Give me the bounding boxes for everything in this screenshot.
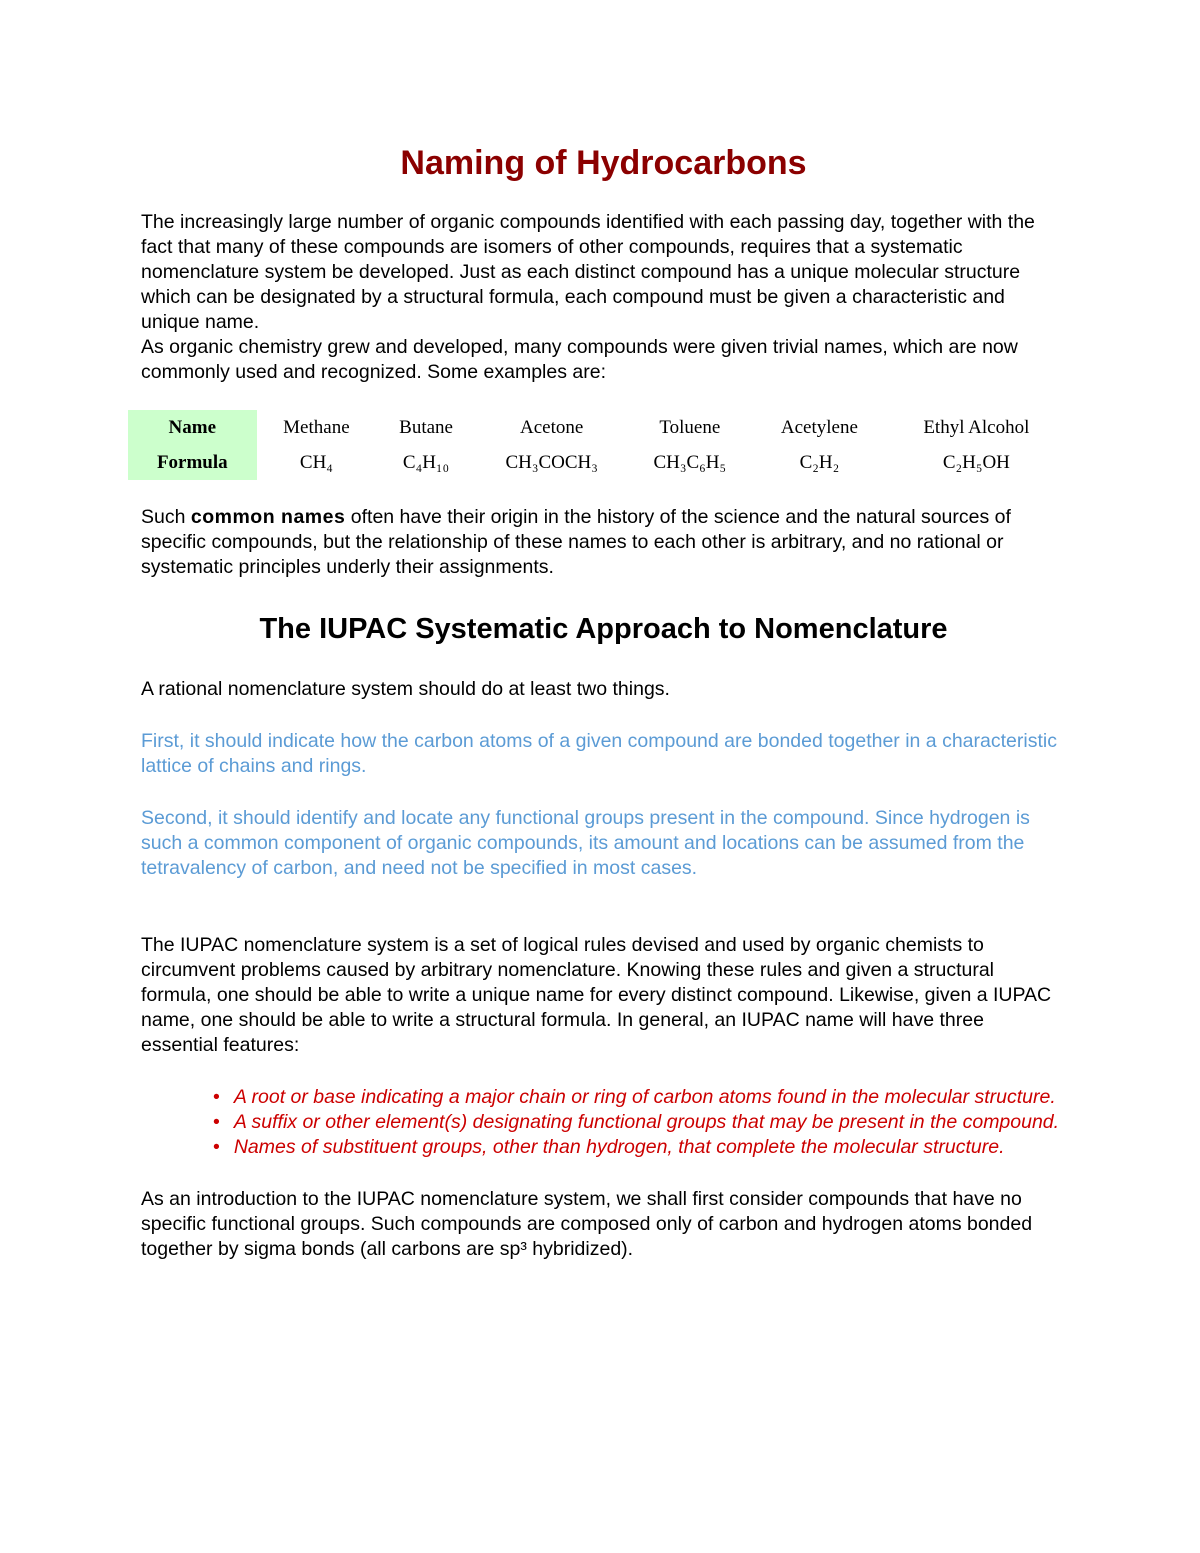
section-heading: The IUPAC Systematic Approach to Nomenclature <box>259 613 948 645</box>
name-cell: Toluene <box>659 416 721 438</box>
trivial-names-paragraph: As organic chemistry grew and developed, many compounds were given trivial names, which are now commonly used and recognized. Some examples are: <box>141 336 1018 383</box>
common-names-rest: often have their origin in the history of the science and the natural sources of specific compounds, but the relationship of these names to each other is arbitrary, and no rational or systematic principles underly their assignments. <box>141 506 1011 578</box>
page-title: Naming of Hydrocarbons <box>400 144 807 182</box>
features-list <box>141 1085 1066 1160</box>
feature-item <box>213 1085 1066 1110</box>
feature-item <box>213 1110 1066 1135</box>
feature-item <box>213 1135 1066 1160</box>
name-cell: Ethyl Alcohol <box>923 416 1030 438</box>
common-names-paragraph <box>141 505 1066 580</box>
formula-cell: C₄H₁₀ <box>402 451 450 473</box>
examples-table <box>128 410 1066 480</box>
document-body <box>141 138 1066 1262</box>
common-names-lead: Such <box>141 506 191 528</box>
formula-cell: CH₃C₆H₅ <box>653 451 727 473</box>
name-header-cell: Name <box>128 410 257 445</box>
bullet-icon: • <box>213 1136 220 1158</box>
rational-intro-paragraph: A rational nomenclature system should do at least two things. <box>141 678 670 700</box>
names-row <box>128 410 1066 445</box>
closing-paragraph: As an introduction to the IUPAC nomenclature system, we shall first consider compounds that have no specific functional groups. Such compounds are composed only of carbon and hydrogen atoms bonded together by sigma bonds (all carbons are sp³ hybridized). <box>141 1188 1033 1260</box>
first-point-paragraph: First, it should indicate how the carbon atoms of a given compound are bonded together in a characteristic lattice of chains and rings. <box>141 730 1057 777</box>
formula-cell: C₂H₅OH <box>942 451 1010 473</box>
intro-paragraph: The increasingly large number of organic compounds identified with each passing day, together with the fact that many of these compounds are isomers of other compounds, requires that a systematic nomenclature system be developed. Just as each distinct compound has a unique molecular structure which can be designated by a structural formula, each compound must be given a characteristic and unique name. <box>141 211 1035 333</box>
second-point-paragraph: Second, it should identify and locate any functional groups present in the compound. Since hydrogen is such a common component of organic compounds, its amount and locations can be assumed from the tetravalency of carbon, and need not be specified in most cases. <box>141 807 1030 879</box>
formulas-row <box>128 445 1066 480</box>
formula-cell: C₂H₂ <box>799 451 840 473</box>
formula-header-cell: Formula <box>128 445 257 480</box>
name-cell: Methane <box>283 416 350 438</box>
feature-text: A suffix or other element(s) designating functional groups that may be present in the compound. <box>233 1111 1060 1133</box>
bullet-icon: • <box>213 1086 220 1108</box>
common-names-bold: common names <box>190 506 346 528</box>
name-cell: Acetylene <box>780 416 858 438</box>
feature-text: A root or base indicating a major chain or ring of carbon atoms found in the molecular structure. <box>233 1086 1056 1108</box>
name-cell: Butane <box>399 416 453 438</box>
name-cell: Acetone <box>520 416 584 438</box>
formula-cell: CH₃COCH₃ <box>505 451 598 473</box>
feature-text: Names of substituent groups, other than hydrogen, that complete the molecular structure. <box>233 1136 1005 1158</box>
iupac-description-paragraph: The IUPAC nomenclature system is a set of logical rules devised and used by organic chemists to circumvent problems caused by arbitrary nomenclature. Knowing these rules and given a structural formula, one should be able to write a unique name for every distinct compound. Likewise, given a IUPAC name, one should be able to write a structural formula. In general, an IUPAC name will have three essential features: <box>141 934 1052 1056</box>
bullet-icon: • <box>213 1111 220 1133</box>
formula-cell: CH₄ <box>299 451 333 473</box>
